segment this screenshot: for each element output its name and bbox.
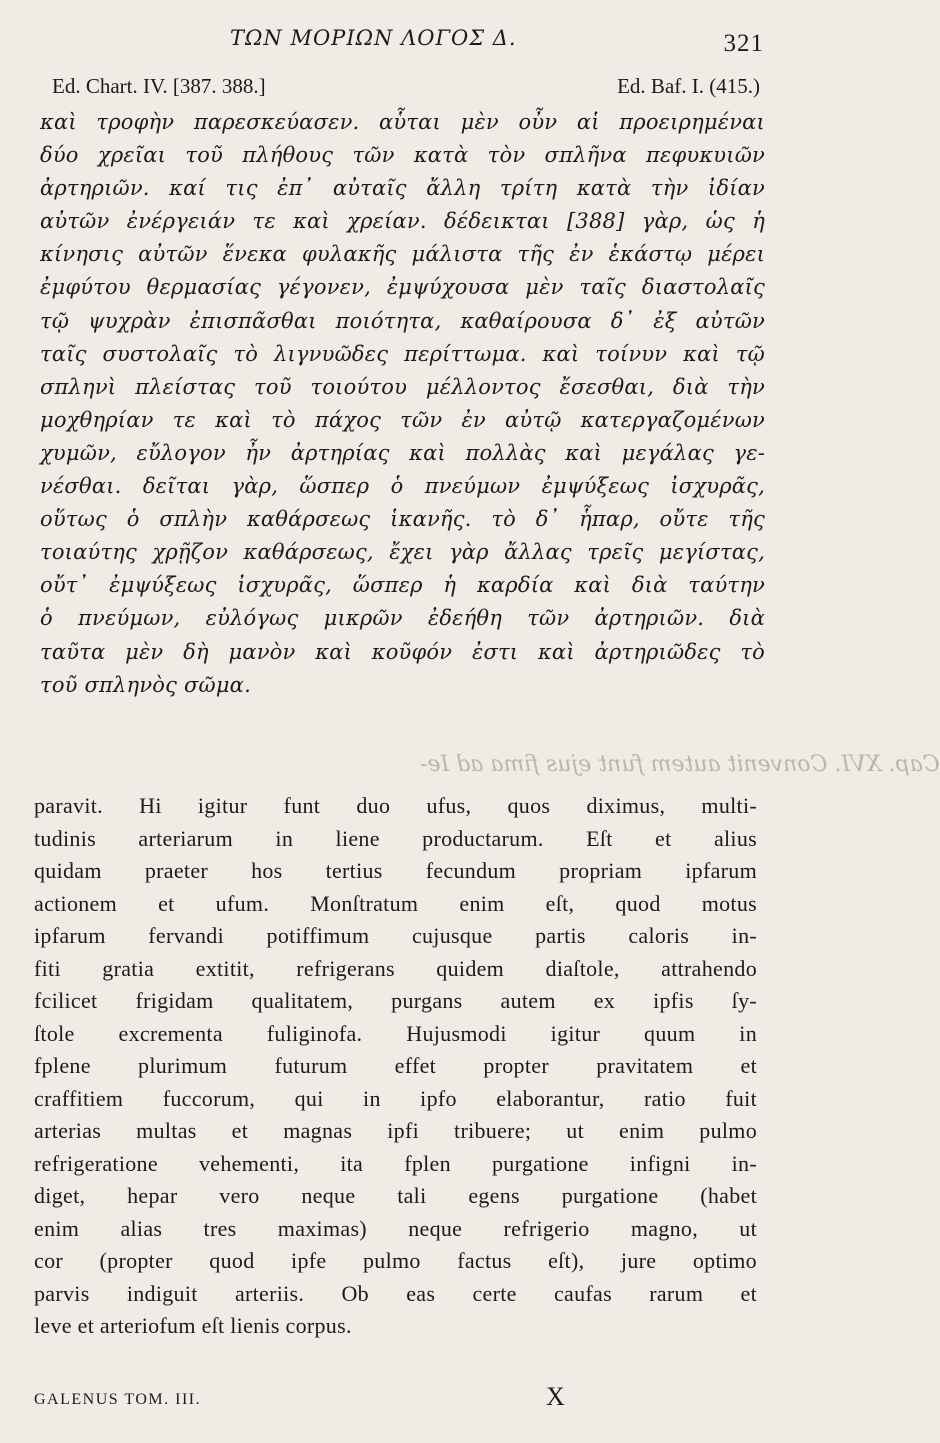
greek-text-line: δύο χρεῖαι τοῦ πλήθους τῶν κατὰ τὸν σπλῆνα πεφυκυιῶν bbox=[40, 143, 765, 168]
greek-text-line: μοχθηρίαν τε καὶ τὸ πάχος τῶν ἐν αὐτῷ κατεργαζομένων bbox=[40, 407, 765, 432]
latin-text-line: ipfarum fervandi potiffimum cujusque partis caloris in- bbox=[34, 923, 757, 948]
greek-text-line: τοῦ σπληνὸς σῶμα. bbox=[40, 672, 251, 697]
latin-text-line: parvis indiguit arteriis. Ob eas certe caufas rarum et bbox=[34, 1280, 757, 1306]
latin-text-line: paravit. Hi igitur funt duo ufus, quos diximus, multi- bbox=[34, 793, 757, 818]
latin-text-line: actionem et ufum. Monſtratum enim eſt, quod motus bbox=[34, 890, 757, 916]
greek-text-line: ὁ πνεύμων, εὐλόγως μικρῶν ἐδεήθη τῶν ἀρτηριῶν. διὰ bbox=[40, 606, 765, 631]
latin-text-line: craffitiem fuccorum, qui in ipfo elaborantur, ratio fuit bbox=[34, 1085, 757, 1111]
greek-text-line: ταῦτα μὲν δὴ μανὸν καὶ κοῦφόν ἐστι καὶ ἀρτηριῶδες τὸ bbox=[40, 639, 765, 664]
greek-text-line: ἐμφύτου θερμασίας γέγονεν, ἐμψύχουσα μὲν ταῖς διαστολαῖς bbox=[40, 275, 765, 300]
edition-reference-basel: Ed. Baf. I. (415.) bbox=[617, 74, 760, 98]
greek-text-line: οὕτως ὁ σπλὴν καθάρσεως ἱκανῆς. τὸ δ᾽ ἧπαρ, οὔτε τῆς bbox=[40, 507, 765, 532]
latin-text-line: cor (propter quod ipfe pulmo factus eſt), jure optimo bbox=[34, 1248, 757, 1273]
latin-text-line: fplene plurimum futurum effet propter pravitatem et bbox=[34, 1053, 757, 1078]
volume-footer: GALENUS TOM. III. bbox=[34, 1391, 202, 1408]
signature-mark: X bbox=[546, 1382, 565, 1411]
greek-text-line: οὔτ᾽ ἐμψύξεως ἰσχυρᾶς, ὥσπερ ἡ καρδία καὶ διὰ ταύτην bbox=[40, 573, 765, 598]
greek-text-line: κίνησις αὐτῶν ἕνεκα φυλακῆς μάλιστα τῆς ἐν ἑκάστῳ μέρει bbox=[40, 242, 765, 267]
latin-text-line: ſtole excrementa fuliginofa. Hujusmodi igitur quum in bbox=[34, 1020, 757, 1046]
greek-text-line: αὐτῶν ἐνέργειάν τε καὶ χρείαν. δέδεικται [388] γὰρ, ὡς ἡ bbox=[40, 209, 765, 234]
edition-reference-chartier: Ed. Chart. IV. [387. 388.] bbox=[52, 74, 266, 98]
greek-text-line: τῷ ψυχρὰν ἐπισπᾶσθαι ποιότητα, καθαίρουσα δ᾽ ἐξ αὐτῶν bbox=[40, 308, 765, 333]
greek-text-block bbox=[40, 106, 765, 702]
greek-text-line: νέσθαι. δεῖται γὰρ, ὥσπερ ὁ πνεύμων ἐμψύξεως ἰσχυρᾶς, bbox=[40, 474, 765, 499]
latin-text-line: fcilicet frigidam qualitatem, purgans autem ex ipfis ſy- bbox=[34, 988, 757, 1013]
latin-text-line: tudinis arteriarum in liene productarum. Eſt et alius bbox=[34, 825, 757, 851]
greek-text-line: χυμῶν, εὔλογον ἦν ἀρτηρίας καὶ πολλὰς καὶ μεγάλας γε- bbox=[40, 440, 765, 465]
latin-text-line: refrigeratione vehementi, ita fplen purgatione infigni in- bbox=[34, 1150, 757, 1176]
latin-text-line: quidam praeter hos tertius fecundum propriam ipfarum bbox=[34, 858, 757, 883]
latin-text-line: arterias multas et magnas ipfi tribuere; ut enim pulmo bbox=[34, 1118, 757, 1143]
greek-text-line: καὶ τροφὴν παρεσκεύασεν. αὗται μὲν οὖν αἱ προειρημέναι bbox=[40, 110, 765, 134]
greek-text-line: τοιαύτης χρῇζον καθάρσεως, ἔχει γὰρ ἄλλας τρεῖς μεγίστας, bbox=[40, 540, 765, 565]
running-head: ΤΩΝ ΜΟΡΙΩΝ ΛΟΓΟΣ Δ. bbox=[230, 26, 517, 50]
bleed-through-text: Cap. XVI. Convenit autem funt ejus fima ad Ie- bbox=[420, 752, 940, 777]
greek-text-line: ταῖς συστολαῖς τὸ λιγνυῶδες περίττωμα. καὶ τοίνυν καὶ τῷ bbox=[40, 341, 765, 366]
greek-text-line: ἀρτηριῶν. καί τις ἐπ᾽ αὐταῖς ἄλλη τρίτη κατὰ τὴν ἰδίαν bbox=[40, 176, 765, 201]
latin-text-block bbox=[34, 790, 757, 1343]
latin-text-line: enim alias tres maximas) neque refrigerio magno, ut bbox=[34, 1215, 757, 1241]
latin-text-line: leve et arteriofum eſt lienis corpus. bbox=[34, 1313, 352, 1338]
page-number: 321 bbox=[723, 30, 764, 57]
greek-text-line: σπληνὶ πλείστας τοῦ τοιούτου μέλλοντος ἔσεσθαι, διὰ τὴν bbox=[40, 374, 765, 399]
latin-text-line: diget, hepar vero neque tali egens purgatione (habet bbox=[34, 1183, 757, 1208]
latin-text-line: fiti gratia extitit, refrigerans quidem diaſtole, attrahendo bbox=[34, 955, 757, 981]
